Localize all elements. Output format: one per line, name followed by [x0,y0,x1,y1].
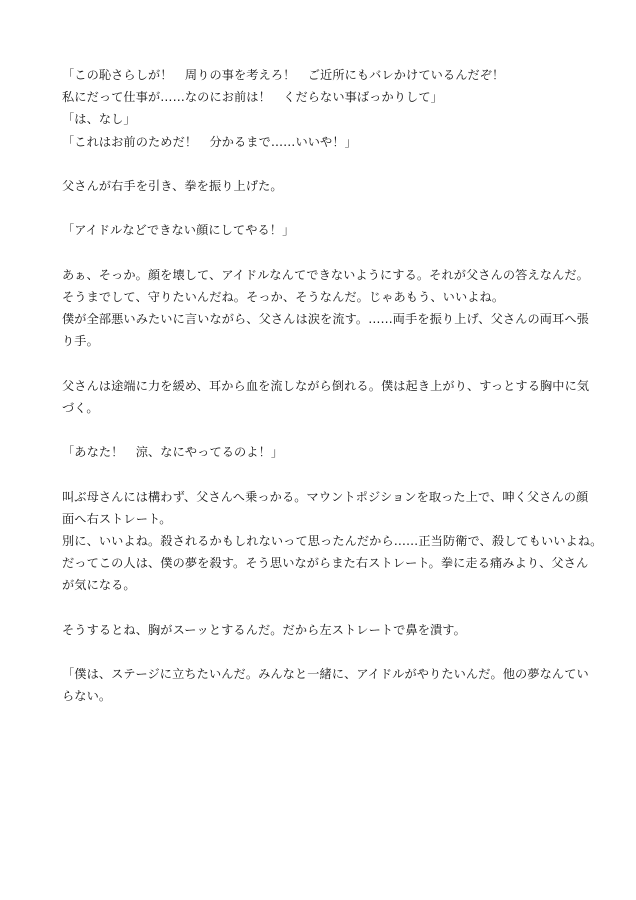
paragraph [62,619,582,641]
text-line: 「あなた！ 涼、なにやってるのよ！」 [62,445,284,460]
paragraph [62,486,603,597]
text-line: あぁ、そっか。顔を壊して、アイドルなんてできないようにする。それが父さんの答えなんだ。 [62,267,589,282]
text-line: 面へ右ストレート。 [62,511,172,526]
text-line: だってこの人は、僕の夢を殺す。そう思いながらまた右ストレート。拳に走る痛みより、父さん [62,556,589,571]
paragraph-gap [62,597,582,619]
paragraph [62,375,590,419]
text-line: 「は、なし」 [62,112,136,127]
paragraph-gap [62,242,582,264]
paragraph [62,264,589,353]
paragraph-gap [62,463,582,485]
document-body [62,64,603,707]
text-line: 父さんは途端に力を緩め、耳から血を流しながら倒れる。僕は起き上がり、すっとする胸中に気 [62,378,590,393]
text-line: 別に、いいよね。殺されるかもしれないって思ったんだから……正当防衛で、殺してもいいよね。 [62,533,603,548]
text-line: 「これはお前のためだ！ 分かるまで……いいや！」 [62,134,357,149]
paragraph-gap [62,197,582,219]
text-line: が気になる。 [62,578,136,593]
paragraph-gap [62,352,582,374]
text-line: 「僕は、ステージに立ちたいんだ。みんなと一緒に、アイドルがやりたいんだ。他の夢なんてい [62,667,589,682]
text-line: そうまでして、守りたいんだね。そっか、そうなんだ。じゃあもう、いいよね。 [62,289,505,304]
paragraph [62,663,589,707]
paragraph-gap [62,153,582,175]
paragraph-gap [62,419,582,441]
paragraph [62,175,582,197]
paragraph [62,64,582,153]
text-line: 私にだって仕事が……なのにお前は！ くだらない事ばっかりして」 [62,90,443,105]
paragraph [62,219,582,241]
text-line: 叫ぶ母さんには構わず、父さんへ乗っかる。マウントポジションを取った上で、呻く父さんの顔 [62,489,589,504]
text-line: づく。 [62,400,99,415]
text-line: 「アイドルなどできない顔にしてやる！」 [62,223,295,238]
paragraph-gap [62,641,582,663]
text-line: らない。 [62,689,112,704]
text-line: そうするとね、胸がスーッとするんだ。だから左ストレートで鼻を潰す。 [62,622,466,637]
text-line: 「この恥さらしが！ 周りの事を考えろ！ ご近所にもバレかけているんだぞ！ [62,68,505,82]
text-line: 僕が全部悪いみたいに言いながら、父さんは涙を流す。……両手を振り上げ、父さんの両耳へ張 [62,312,589,327]
paragraph [62,441,582,463]
text-line: 父さんが右手を引き、拳を振り上げた。 [62,178,283,193]
text-line: り手。 [62,334,99,349]
